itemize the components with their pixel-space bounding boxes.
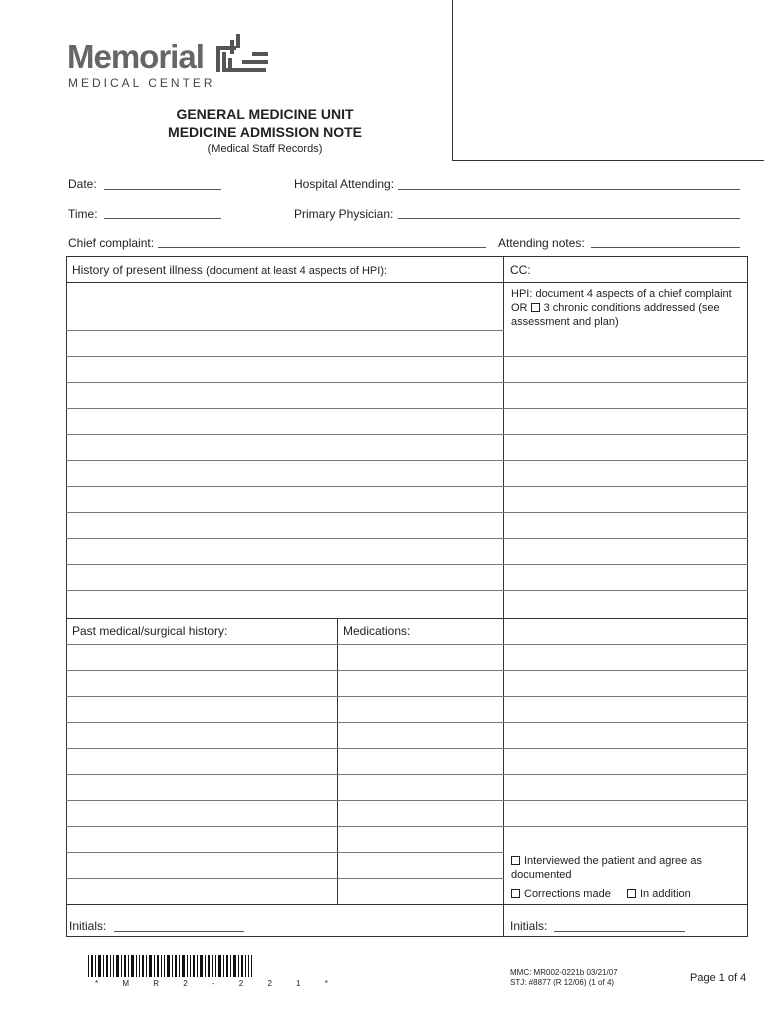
attending-notes-label: Attending notes: — [498, 236, 585, 250]
cc-label: CC: — [510, 263, 531, 277]
hpi-line[interactable] — [66, 382, 748, 383]
history-line[interactable] — [66, 644, 748, 645]
attending-notes-field[interactable] — [591, 247, 740, 248]
initials-right-label: Initials: — [510, 919, 548, 933]
time-field[interactable] — [104, 218, 221, 219]
history-line[interactable] — [66, 722, 748, 723]
hospital-attending-field[interactable] — [398, 189, 740, 190]
past-history-label: Past medical/surgical history: — [72, 624, 228, 638]
header-divider — [452, 0, 453, 160]
hpi-line[interactable] — [66, 512, 748, 513]
hpi-line[interactable] — [66, 564, 748, 565]
date-field[interactable] — [104, 189, 221, 190]
checkbox-icon[interactable] — [511, 856, 520, 865]
hpi-instructions-line1: HPI: document 4 aspects of a chief complaint — [511, 288, 732, 300]
history-line[interactable] — [66, 774, 748, 775]
left-border — [66, 256, 67, 936]
hpi-top-line — [66, 256, 748, 257]
history-line[interactable] — [66, 878, 504, 879]
history-line[interactable] — [66, 696, 748, 697]
hpi-header-line — [66, 282, 748, 283]
date-label: Date: — [68, 177, 97, 191]
header-bottom-line — [452, 160, 764, 161]
page-number: Page 1 of 4 — [690, 972, 747, 984]
form-subtitle: (Medical Staff Records) — [207, 143, 323, 155]
interviewed-continued: documented — [511, 869, 572, 881]
form-title-line2: MEDICINE ADMISSION NOTE — [168, 124, 362, 140]
hpi-line[interactable] — [66, 538, 748, 539]
hpi-line[interactable] — [66, 590, 748, 591]
checkbox-icon — [531, 303, 540, 312]
history-line[interactable] — [66, 670, 748, 671]
initials-left-field[interactable] — [114, 931, 244, 932]
right-border — [747, 256, 748, 936]
primary-physician-label: Primary Physician: — [294, 207, 394, 221]
attending-column-divider — [503, 256, 504, 936]
form-code-line1: MMC: MR002-0221b 03/21/07 — [510, 968, 618, 977]
medications-divider — [337, 618, 338, 904]
initials-top-line — [66, 904, 748, 905]
in-addition-checkbox[interactable]: In addition — [627, 888, 691, 900]
logo-name: Memorial — [67, 38, 204, 75]
initials-right-field[interactable] — [554, 931, 685, 932]
hpi-line[interactable] — [66, 356, 748, 357]
hpi-instructions-line2: OR 3 chronic conditions addressed (see — [511, 302, 720, 314]
chief-complaint-label: Chief complaint: — [68, 236, 155, 250]
logo-subtitle: MEDICAL CENTER — [68, 76, 216, 90]
interviewed-checkbox[interactable]: Interviewed the patient and agree as — [511, 855, 702, 867]
hpi-line[interactable] — [66, 330, 504, 331]
logo-icon — [212, 32, 272, 77]
form-code-line2: STJ: #8877 (R 12/06) (1 of 4) — [510, 978, 615, 987]
hospital-attending-label: Hospital Attending: — [294, 177, 395, 191]
initials-left-label: Initials: — [69, 919, 107, 933]
history-line[interactable] — [66, 852, 504, 853]
history-line[interactable] — [66, 800, 748, 801]
hpi-line[interactable] — [66, 486, 748, 487]
medications-label: Medications: — [343, 624, 411, 638]
hpi-line[interactable] — [66, 408, 748, 409]
history-top-line — [66, 618, 748, 619]
hpi-instructions-line3: assessment and plan) — [511, 316, 619, 328]
hpi-label: History of present illness (document at least 4 aspects of HPI): — [72, 263, 388, 277]
checkbox-icon[interactable] — [511, 889, 520, 898]
chief-complaint-field[interactable] — [158, 247, 486, 248]
checkbox-icon[interactable] — [627, 889, 636, 898]
bottom-border — [66, 936, 748, 937]
history-line[interactable] — [66, 748, 748, 749]
corrections-checkbox[interactable]: Corrections made — [511, 888, 611, 900]
barcode-icon — [88, 955, 252, 977]
history-line[interactable] — [66, 826, 748, 827]
hpi-line[interactable] — [66, 460, 748, 461]
hpi-line[interactable] — [66, 434, 748, 435]
primary-physician-field[interactable] — [398, 218, 740, 219]
barcode-text: * M R 2 - 2 2 1 * — [95, 979, 339, 988]
time-label: Time: — [68, 207, 98, 221]
form-title-line1: GENERAL MEDICINE UNIT — [176, 106, 354, 122]
